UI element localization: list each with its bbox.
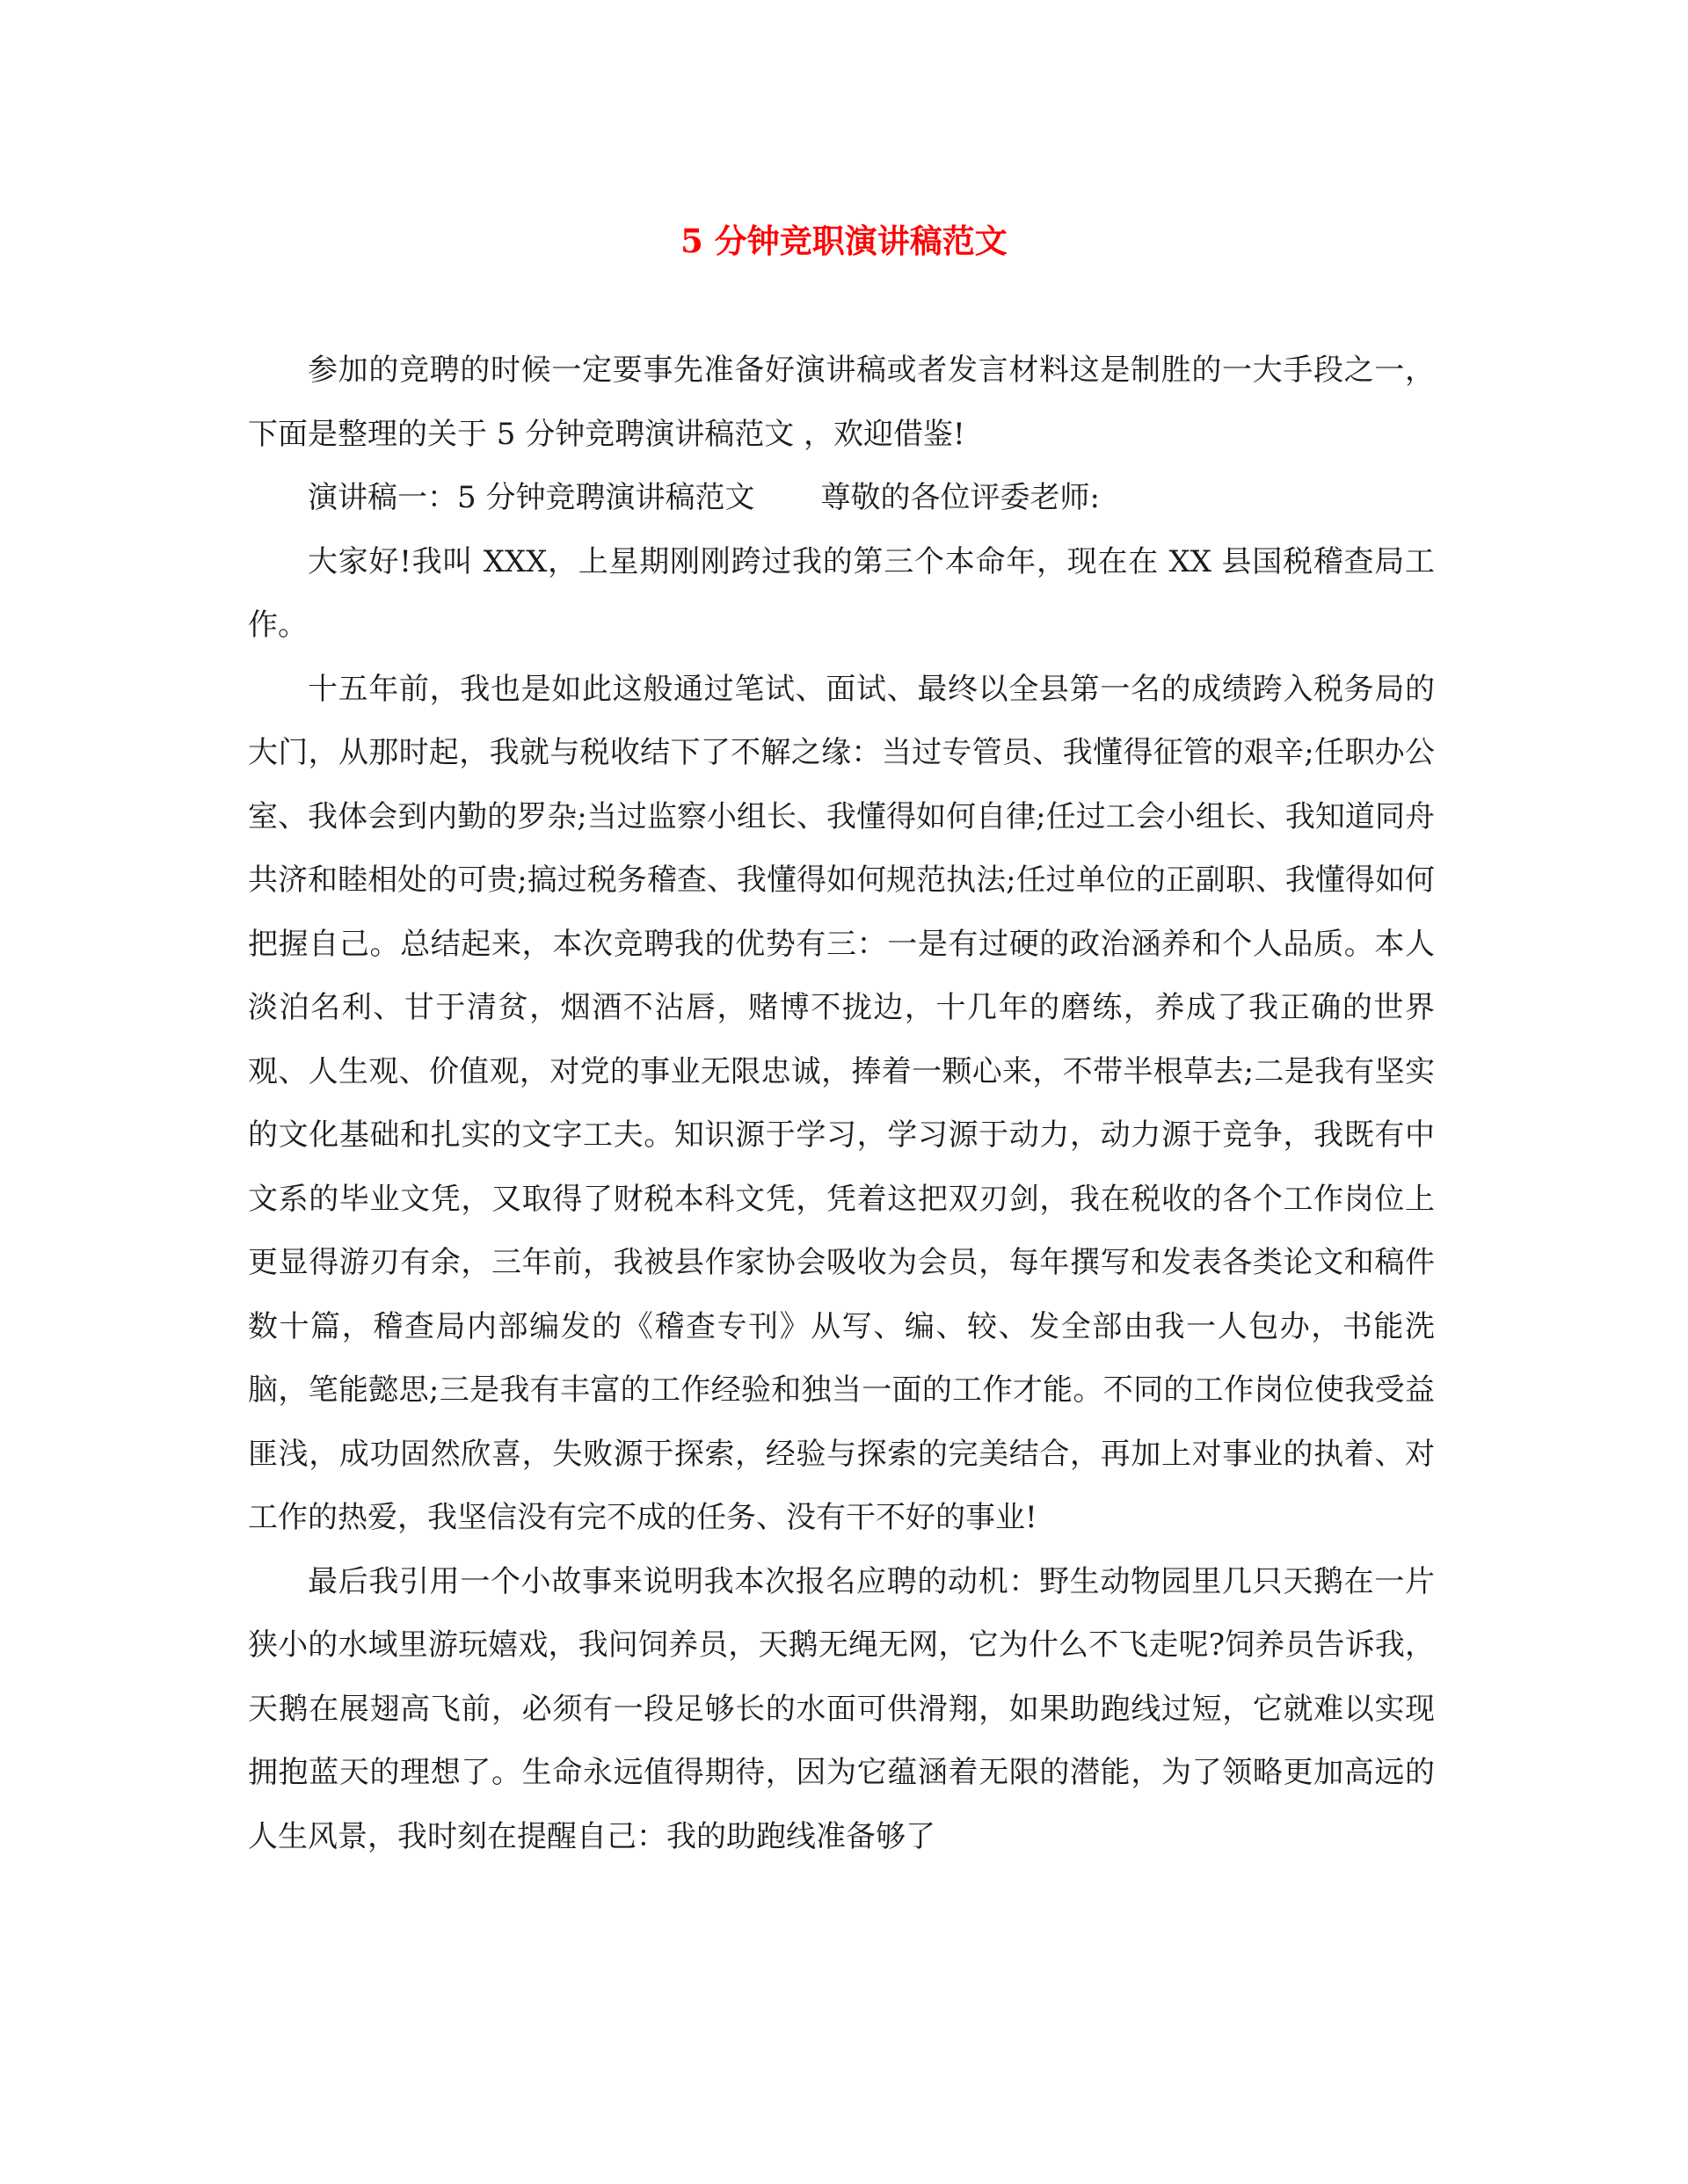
salutation: 尊敬的各位评委老师: bbox=[820, 480, 1100, 515]
speech-heading: 演讲稿一：5 分钟竞聘演讲稿范文 bbox=[308, 480, 755, 515]
document-title: 5 分钟竞职演讲稿范文 bbox=[680, 222, 1008, 260]
document-body bbox=[248, 339, 1435, 1868]
intro-paragraph: 参加的竞聘的时候一定要事先准备好演讲稿或者发言材料这是制胜的一大手段之一，下面是整理的关于 5 分钟竞聘演讲稿范文 ，欢迎借鉴! bbox=[248, 353, 1435, 452]
experience-paragraph: 十五年前，我也是如此这般通过笔试、面试、最终以全县第一名的成绩跨入税务局的大门，从那时起，我就与税收结下了不解之缘：当过专管员、我懂得征管的艰辛;任职办公室、我体会到内勤的罗杂;当过监察小组长、我懂得如何自律;任过工会小组长、我知道同舟共济和睦相处的可贵;搞过税务稽查、我懂得如何规范执法;任过单位的正副职、我懂得如何把握自己。总结起来，本次竞聘我的优势有三：一是有过硬的政治涵养和个人品质。本人淡泊名利、甘于清贫，烟酒不沾唇，赌博不拢边，十几年的磨练，养成了我正确的世界观、人生观、价值观，对党的事业无限忠诚，捧着一颗心来，不带半根草去;二是我有坚实的文化基础和扎实的文字工夫。知识源于学习，学习源于动力，动力源于竞争，我既有中文系的毕业文凭，又取得了财税本科文凭，凭着这把双刃剑，我在税收的各个工作岗位上更显得游刃有余，三年前，我被县作家协会吸收为会员，每年撰写和发表各类论文和稿件数十篇，稽查局内部编发的《稽查专刊》从写、编、较、发全部由我一人包办，书能洗脑，笔能懿思;三是我有丰富的工作经验和独当一面的工作才能。不同的工作岗位使我受益匪浅，成功固然欣喜，失败源于探索，经验与探索的完美结合，再加上对事业的执着、对工作的热爱，我坚信没有完不成的任务、没有干不好的事业! bbox=[248, 671, 1435, 1535]
motivation-paragraph: 最后我引用一个小故事来说明我本次报名应聘的动机：野生动物园里几只天鹅在一片狭小的水域里游玩嬉戏，我问饲养员，天鹅无绳无网，它为什么不飞走呢?饲养员告诉我，天鹅在展翅高飞前，必须有一段足够长的水面可供滑翔，如果助跑线过短，它就难以实现拥抱蓝天的理想了。生命永远值得期待，因为它蕴涵着无限的潜能，为了领略更加高远的人生风景，我时刻在提醒自己：我的助跑线准备够了 bbox=[248, 1563, 1435, 1854]
speech-heading-line bbox=[248, 466, 1435, 530]
greeting-paragraph: 大家好!我叫 XXX，上星期刚刚跨过我的第三个本命年，现在在 XX 县国税稽查局工作。 bbox=[248, 543, 1435, 643]
